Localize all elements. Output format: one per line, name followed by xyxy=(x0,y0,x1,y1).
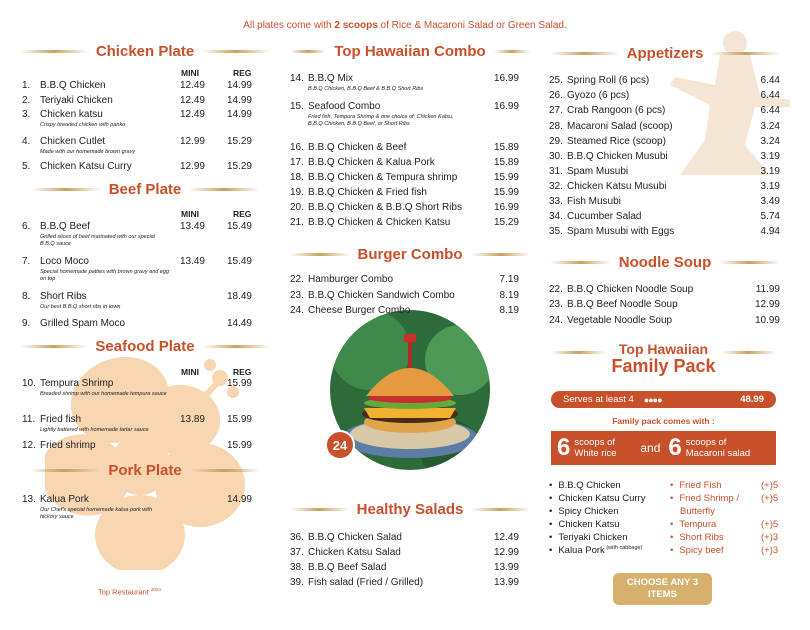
divider xyxy=(471,253,531,256)
menu-item xyxy=(290,532,519,544)
item-number: 20. xyxy=(290,202,304,213)
item-name: Fried shrimp xyxy=(40,440,96,451)
item-name: B.B.Q Beef Salad xyxy=(308,562,387,573)
item-name: B.B.Q Chicken Noodle Soup xyxy=(567,284,694,295)
menu-item xyxy=(549,105,780,117)
item-price-reg: 14.49 xyxy=(226,318,252,329)
item-price: 3.19 xyxy=(760,181,780,192)
item-number: 24. xyxy=(290,305,304,316)
item-number: 1. xyxy=(22,80,31,91)
item-number: 29. xyxy=(549,136,563,147)
item-number: 3. xyxy=(22,109,31,120)
item-name: B.B.Q Chicken xyxy=(558,480,621,491)
item-name: Short Ribs xyxy=(40,291,87,302)
section-heading-pork: Pork Plate xyxy=(20,462,270,479)
top-note: All plates come with 2 scoops of Rice & Macaroni Salad or Green Salad. xyxy=(243,20,567,31)
family-pack-addon xyxy=(670,532,724,543)
divider xyxy=(550,261,611,264)
section-heading-burger: Burger Combo xyxy=(290,246,530,263)
item-price: 15.89 xyxy=(493,142,519,153)
item-number: 14. xyxy=(290,73,304,84)
item-number: 34. xyxy=(549,211,563,222)
item-name: Short Ribs xyxy=(679,532,724,543)
item-name: Spicy Chicken xyxy=(558,506,619,517)
item-number: 16. xyxy=(290,142,304,153)
item-price: 10.99 xyxy=(754,315,780,326)
item-number: 27. xyxy=(549,105,563,116)
item-price: 16.99 xyxy=(493,73,519,84)
item-name: Fried Fish xyxy=(679,480,722,491)
item-number: 39. xyxy=(290,577,304,588)
item-name: Tempura Shrimp xyxy=(40,378,114,389)
item-price: 7.19 xyxy=(499,274,519,285)
item-name: Chicken katsu xyxy=(40,109,103,120)
item-number: 30. xyxy=(549,151,563,162)
item-name: Steamed Rice (scoop) xyxy=(567,136,666,147)
divider xyxy=(202,50,270,53)
bullet: • xyxy=(549,532,553,543)
family-pack-item xyxy=(549,493,645,504)
section-heading-combo: Top Hawaiian Combo xyxy=(290,43,530,60)
menu-item xyxy=(22,440,252,452)
item-price: 13.99 xyxy=(493,562,519,573)
item-price: 3.49 xyxy=(760,196,780,207)
item-name: B.B.Q Chicken xyxy=(40,80,106,91)
item-description: Special homemade patties with brown gravy and egg on top xyxy=(40,269,170,282)
family-pack-item xyxy=(549,480,621,491)
item-description: Made with our homemade brown gravy xyxy=(40,149,136,155)
section-heading-noodle: Noodle Soup xyxy=(550,254,780,271)
addon-price: (+)3 xyxy=(761,545,779,556)
item-name: B.B.Q Mix xyxy=(308,73,354,84)
hibiscus-illustration xyxy=(45,340,265,570)
item-price: 15.29 xyxy=(493,217,519,228)
item-price-reg: 15.99 xyxy=(226,378,252,389)
item-description: Crispy breaded chicken with panko xyxy=(40,122,126,128)
item-number: 38. xyxy=(290,562,304,573)
item-name: Spring Roll (6 pcs) xyxy=(567,75,650,86)
item-price-mini: 12.99 xyxy=(179,136,205,147)
item-name: Cucumber Salad xyxy=(567,211,642,222)
item-name: Spicy beef xyxy=(679,545,724,556)
item-price: 6.44 xyxy=(760,90,780,101)
item-name: Fried fish xyxy=(40,414,82,425)
item-name: Spam Musubi xyxy=(567,166,629,177)
col-label-mini: MINI xyxy=(181,209,199,219)
section-heading-beef: Beef Plate xyxy=(20,181,270,198)
item-price-reg: 15.99 xyxy=(226,440,252,451)
item-name: Fish salad (Fried / Grilled) xyxy=(308,577,424,588)
item-name: Kalua Pork xyxy=(558,545,605,557)
bullet: • xyxy=(670,493,674,504)
family-pack-item xyxy=(549,519,620,530)
item-number: 25. xyxy=(549,75,563,86)
family-pack-addon xyxy=(670,545,724,556)
item-price: 3.19 xyxy=(760,166,780,177)
item-name: Chicken Katsu Salad xyxy=(308,547,401,558)
item-name: Teriyaki Chicken xyxy=(558,532,628,543)
divider xyxy=(711,52,780,55)
item-name: Hamburger Combo xyxy=(308,274,394,285)
item-number: 21. xyxy=(290,217,304,228)
item-price: 12.49 xyxy=(493,532,519,543)
item-number: 4. xyxy=(22,136,31,147)
divider xyxy=(494,50,530,53)
item-price-reg: 15.49 xyxy=(226,256,252,267)
family-pack-item xyxy=(549,532,628,543)
item-description: Fried fish, Tempura Shrimp & one choice of: Chicken Katsu, B.B.Q Chicken, B.B.Q Beef, or Short Ribs xyxy=(308,114,454,127)
family-pack-item xyxy=(549,506,619,517)
item-name: Grilled Spam Moco xyxy=(40,318,126,329)
bullet: • xyxy=(670,532,674,543)
item-number: 32. xyxy=(549,181,563,192)
divider xyxy=(20,50,88,53)
people-icon: ●●●● xyxy=(643,394,662,405)
menu-item xyxy=(22,109,252,121)
family-pack-addon xyxy=(670,519,716,530)
family-pack-addon xyxy=(670,493,739,504)
item-name: B.B.Q Chicken & B.B.Q Short Ribs xyxy=(308,202,462,213)
item-name: Chicken Katsu xyxy=(558,519,620,530)
menu-item xyxy=(549,151,780,163)
item-price-reg: 15.49 xyxy=(226,221,252,232)
menu-item xyxy=(290,202,519,214)
item-number: 26. xyxy=(549,90,563,101)
item-name: B.B.Q Beef xyxy=(40,221,91,232)
menu-item xyxy=(22,221,252,233)
menu-item xyxy=(22,318,252,330)
menu-item xyxy=(290,547,519,559)
item-price: 16.99 xyxy=(493,202,519,213)
item-price: 15.99 xyxy=(493,172,519,183)
menu-item xyxy=(549,299,780,311)
item-name: Fish Musubi xyxy=(567,196,621,207)
item-number: 33. xyxy=(549,196,563,207)
item-name: B.B.Q Chicken & Beef xyxy=(308,142,407,153)
burger-badge: 24 xyxy=(325,430,355,460)
item-name: B.B.Q Chicken Sandwich Combo xyxy=(308,290,455,301)
item-price: 11.99 xyxy=(755,284,780,295)
menu-item xyxy=(290,101,519,113)
col-label-reg: REG xyxy=(233,209,252,219)
menu-item xyxy=(549,196,780,208)
item-price-mini: 12.49 xyxy=(179,109,205,120)
item-price: 5.74 xyxy=(760,211,780,222)
col-label-mini: MINI xyxy=(181,68,199,78)
item-price-reg: 14.99 xyxy=(226,109,252,120)
addon-price: (+)5 xyxy=(761,480,779,491)
item-number: 18. xyxy=(290,172,304,183)
item-price-mini: 13.49 xyxy=(179,256,205,267)
item-number: 10. xyxy=(22,378,36,389)
item-name: Chicken Katsu Curry xyxy=(40,161,132,172)
menu-item xyxy=(22,256,252,268)
item-description: Our Chef's special homemade kalua pork with hickory sauce xyxy=(40,507,153,520)
menu-item xyxy=(549,284,780,296)
item-name: B.B.Q Chicken & Chicken Katsu xyxy=(308,217,451,228)
item-price: 6.44 xyxy=(760,75,780,86)
menu-item xyxy=(22,80,252,92)
menu-item xyxy=(290,157,519,169)
divider xyxy=(189,188,259,191)
item-name: Spam Musubi with Eggs xyxy=(567,226,675,237)
item-description: Lightly battered with homemade tartar sauce xyxy=(40,427,149,433)
item-description: B.B.Q Chicken, B.B.Q Beef & B.B.Q Short Ribs xyxy=(308,86,424,92)
scoops-banner: 6 scoops of White rice and 6 scoops of Macaroni salad xyxy=(551,431,776,465)
item-price-mini: 13.49 xyxy=(179,221,205,232)
item-number: 6. xyxy=(22,221,31,232)
addon-price: (+)3 xyxy=(761,532,779,543)
addon-price: (+)5 xyxy=(761,493,779,504)
menu-item xyxy=(290,562,519,574)
divider xyxy=(31,188,101,191)
divider xyxy=(471,508,530,511)
item-number: 22. xyxy=(549,284,563,295)
family-pack-addon xyxy=(670,480,722,491)
item-price: 16.99 xyxy=(493,101,519,112)
item-price: 13.99 xyxy=(493,577,519,588)
section-heading-chicken: Chicken Plate xyxy=(20,43,270,60)
item-price: 3.24 xyxy=(760,136,780,147)
item-price: 8.19 xyxy=(499,290,519,301)
bullet: • xyxy=(670,519,674,530)
item-number: 12. xyxy=(22,440,36,451)
item-price: 8.19 xyxy=(499,305,519,316)
item-number: 9. xyxy=(22,318,31,329)
item-price: 15.99 xyxy=(493,187,519,198)
item-name: Macaroni Salad (scoop) xyxy=(567,121,673,132)
col-label-mini: MINI xyxy=(181,367,199,377)
item-price: 3.24 xyxy=(760,121,780,132)
item-number: 8. xyxy=(22,291,31,302)
menu-item xyxy=(22,136,252,148)
menu-item xyxy=(290,142,519,154)
item-number: 13. xyxy=(22,494,36,505)
item-name: Vegetable Noodle Soup xyxy=(567,315,673,326)
item-number: 23. xyxy=(290,290,304,301)
item-price-mini: 12.49 xyxy=(179,95,205,106)
item-price: 12.99 xyxy=(754,299,780,310)
menu-item xyxy=(290,305,519,317)
item-name: Fried Shrimp / xyxy=(679,493,739,504)
menu-item xyxy=(549,121,780,133)
item-number: 15. xyxy=(290,101,304,112)
menu-item xyxy=(22,161,252,173)
item-number: 22. xyxy=(290,274,304,285)
col-label-reg: REG xyxy=(233,68,252,78)
divider xyxy=(719,261,780,264)
item-description: Our best B.B.Q short ribs in town xyxy=(40,304,121,310)
item-price: 6.44 xyxy=(760,105,780,116)
item-number: 36. xyxy=(290,532,304,543)
item-number: 35. xyxy=(549,226,563,237)
addon-price: (+)5 xyxy=(761,519,779,530)
footer: Top Restaurant $^{2024}$ xyxy=(98,587,161,597)
item-price-reg: 15.29 xyxy=(226,161,252,172)
item-name: Tempura xyxy=(679,519,717,530)
bullet: • xyxy=(670,545,674,556)
divider xyxy=(290,50,326,53)
divider xyxy=(20,345,87,348)
item-number: 19. xyxy=(290,187,304,198)
item-name: B.B.Q Chicken & Fried fish xyxy=(308,187,427,198)
menu-item xyxy=(22,378,252,390)
menu-item xyxy=(290,290,519,302)
divider xyxy=(290,508,349,511)
item-number: 24. xyxy=(549,315,563,326)
menu-item xyxy=(22,291,252,303)
item-name: Loco Moco xyxy=(40,256,89,267)
bullet: • xyxy=(549,506,553,517)
menu-item xyxy=(290,172,519,184)
item-number: 5. xyxy=(22,161,31,172)
item-price-reg: 14.99 xyxy=(226,494,252,505)
divider xyxy=(290,253,350,256)
bullet: • xyxy=(549,519,553,530)
item-name: Gyozo (6 pcs) xyxy=(567,90,630,101)
item-number: 11. xyxy=(22,414,36,425)
menu-item xyxy=(22,494,252,506)
item-name: Chicken Katsu Curry xyxy=(558,493,646,504)
family-pack-price: 48.99 xyxy=(740,394,764,405)
item-number: 7. xyxy=(22,256,31,267)
item-price: 4.94 xyxy=(760,226,780,237)
item-price: 3.19 xyxy=(760,151,780,162)
menu-item xyxy=(22,414,252,426)
item-name: Seafood Combo xyxy=(308,101,381,112)
menu-item xyxy=(290,577,519,589)
item-number: 31. xyxy=(549,166,563,177)
item-price: 15.89 xyxy=(493,157,519,168)
menu-item xyxy=(549,90,780,102)
item-price-mini: 12.99 xyxy=(179,161,205,172)
menu-item xyxy=(290,73,519,85)
menu-item xyxy=(290,274,519,286)
item-number: 2. xyxy=(22,95,31,106)
item-number: 37. xyxy=(290,547,304,558)
menu-item xyxy=(549,226,780,238)
bullet: • xyxy=(549,480,553,491)
family-pack-item xyxy=(549,545,642,556)
item-price-mini: 12.49 xyxy=(179,80,205,91)
serves-bar: Serves at least 4 ●●●● 48.99 xyxy=(551,391,776,408)
item-price: 12.99 xyxy=(493,547,519,558)
item-name: B.B.Q Chicken & Tempura shrimp xyxy=(308,172,458,183)
item-name: B.B.Q Chicken Salad xyxy=(308,532,402,543)
item-price-reg: 14.99 xyxy=(226,80,252,91)
item-name: Teriyaki Chicken xyxy=(40,95,113,106)
item-number: 23. xyxy=(549,299,563,310)
menu-item xyxy=(22,95,252,107)
bullet: • xyxy=(549,545,553,557)
bullet: • xyxy=(670,480,674,491)
item-name: Cheese Burger Combo xyxy=(308,305,411,316)
item-price-reg: 15.99 xyxy=(226,414,252,425)
menu-item xyxy=(290,187,519,199)
divider xyxy=(30,469,100,472)
item-name: Crab Rangoon (6 pcs) xyxy=(567,105,666,116)
menu-item xyxy=(549,136,780,148)
item-price-reg: 15.29 xyxy=(226,136,252,147)
item-number: 17. xyxy=(290,157,304,168)
item-name: B.B.Q Beef Noodle Soup xyxy=(567,299,678,310)
item-name: B.B.Q Chicken Musubi xyxy=(567,151,668,162)
item-name: Kalua Pork xyxy=(40,494,89,505)
bullet: • xyxy=(549,493,553,504)
menu-item xyxy=(549,211,780,223)
item-name: Butterfly xyxy=(680,506,715,517)
divider xyxy=(203,345,270,348)
item-name: Chicken Katsu Musubi xyxy=(567,181,667,192)
item-price-mini: 13.89 xyxy=(179,414,205,425)
item-note: (with cabbage) xyxy=(604,545,643,551)
menu-item xyxy=(549,75,780,87)
family-pack-note: Family pack comes with : xyxy=(612,416,715,426)
menu-item xyxy=(549,315,780,327)
divider xyxy=(190,469,260,472)
item-name: Chicken Cutlet xyxy=(40,136,106,147)
item-price-reg: 18.49 xyxy=(226,291,252,302)
menu-item xyxy=(549,181,780,193)
item-description: Grilled slices of beef marinated with our special B.B.Q sauce xyxy=(40,234,155,247)
choose-items-button[interactable]: CHOOSE ANY 3 ITEMS xyxy=(613,573,712,605)
menu-item xyxy=(549,166,780,178)
section-heading-appetizers: Appetizers xyxy=(550,45,780,62)
col-label-reg: REG xyxy=(233,367,252,377)
menu-item xyxy=(290,217,519,229)
item-price-reg: 14.99 xyxy=(226,95,252,106)
item-number: 28. xyxy=(549,121,563,132)
section-heading-salads: Healthy Salads xyxy=(290,501,530,518)
family-pack-title: Top Hawaiian Family Pack xyxy=(611,341,716,376)
divider xyxy=(550,52,619,55)
item-description: Breaded shrimp with our homemade tempura sauce xyxy=(40,391,167,397)
item-name: B.B.Q Chicken & Kalua Pork xyxy=(308,157,435,168)
section-heading-seafood: Seafood Plate xyxy=(20,338,270,355)
